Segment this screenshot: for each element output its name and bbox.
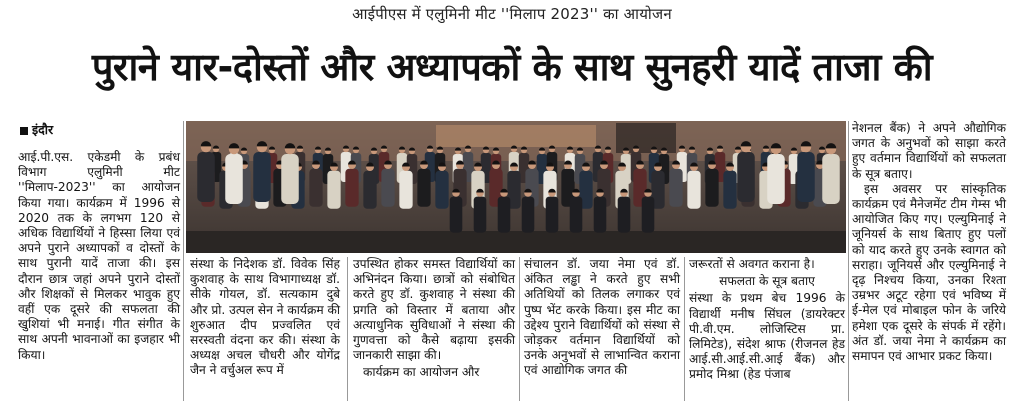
- dateline: [20, 121, 53, 138]
- column-divider: [347, 257, 348, 401]
- article-column-6: [852, 121, 1006, 364]
- article-column-1: [18, 150, 180, 363]
- group-photo: [186, 121, 846, 253]
- column-2-text: संस्था के निदेशक डॉ. विवेक सिंह कुशवाह के साथ विभागाध्यक्ष डॉ. सीके गोयल, डॉ. सत्यकाम दुबे और प्रो. उत्पल सेन ने कार्यक्रम की शुरुआत दीप प्रज्वलित एवं सरस्वती वंदना कर की। संस्था के अध्यक्ष अचल चौधरी और योगेंद्र जैन ने वर्चुअल रूप में: [190, 257, 340, 378]
- dateline-marker-icon: [20, 127, 28, 135]
- column-1-text: आई.पी.एस. एकेडमी के प्रबंध विभाग एलुमिनी मीट ''मिलाप-2023'' का आयोजन किया गया। कार्यक्रम में 1996 से 2020 तक के लगभग 120 से अधिक विद्यार्थियों ने हिस्सा लिया एवं अपने पुराने अध्यापकों व दोस्तों के साथ पुरानी यादें ताजा की। इस दौरान छात्र जहां अपने पुराने दोस्तों और शिक्षकों से मिलकर भावुक हुए वहीं एक दूसरे की सफलता की खुशियां भी मनाई। गीत संगीत के साथ अपनी भावनाओं का इजहार भी किया।: [18, 150, 180, 362]
- column-divider: [183, 121, 184, 401]
- group-photo-illustration: [186, 121, 846, 253]
- column-divider: [848, 121, 849, 401]
- subheading-success: सफलता के सूत्र बताए: [719, 274, 815, 289]
- column-6-text: नेशनल बैंक) ने अपने औद्योगिक जगत के अनुभवों को साझा करते हुए वर्तमान विद्यार्थियों को सफलता के सूत्र बताए।: [852, 121, 1006, 181]
- dateline-text: इंदौर: [32, 122, 54, 137]
- column-6-text-2: इस अवसर पर सांस्कृतिक कार्यक्रम एवं मैनेजमेंट टीम गेम्स भी आयोजित किए गए। एल्युमिनाई ने जूनियर्स के साथ बिताए हुए पलों को याद करते हुए उनके स्वागत को सराहा। जूनियर्स और एल्युमिनाई ने दृढ़ निश्चय किया, उनका रिश्ता उम्रभर अटूट रहेगा एवं भविष्य में ई-मेल एवं मोबाइल फोन के जरिये हमेशा एक दूसरे के संपर्क में रहेंगे। अंत डॉ. जया नेमा ने कार्यक्रम का समापन एवं आभार प्रकट किया।: [852, 181, 1006, 364]
- article-column-4: [524, 257, 680, 379]
- column-5-text: जरूरतों से अवगत कराना है।: [689, 257, 815, 271]
- kicker-headline: आईपीएस में एलुमिनी मीट ''मिलाप 2023'' का आयोजन: [352, 5, 672, 23]
- column-4-text: संचालन डॉ. जया नेमा एवं डॉ. अंकित लड्ढा ने करते हुए सभी अतिथियों को तिलक लगाकर एवं पुष्प भेंट करके किया। इस मीट का उद्देश्य पुराने विद्यार्थियों को संस्था से जोड़कर वर्तमान विद्यार्थियों को उनके अनुभवों से लाभान्वित कराना एवं आद्योगिक जगत की: [524, 257, 680, 378]
- article-column-2: [190, 257, 340, 379]
- main-headline: पुराने यार-दोस्तों और अध्यापकों के साथ सुनहरी यादें ताजा की: [91, 45, 933, 89]
- column-5-text-2: संस्था के प्रथम बेच 1996 के विद्यार्थी मनीष सिंघल (डायरेक्टर पी.वी.एम. लोजिस्टिस प्रा. लिमिटेड), संदेश श्राफ (रीजनल हेड आई.सी.आई.सी.आई बैंक) और प्रमोद मिश्रा (हेड पंजाब: [689, 291, 845, 382]
- article-column-5: [689, 257, 845, 383]
- column-3-text-end: कार्यक्रम का आयोजन और: [363, 365, 480, 380]
- column-3-text: उपस्थित होकर समस्त विद्यार्थियों का अभिनंदन किया। छात्रों को संबोधित करते हुए डॉ. कुशवाह ने संस्था की प्रगति को विस्तार में बताया और अत्याधुनिक सुविधाओं ने संस्था की गुणवत्ता को कैसे बढ़ाया इसकी जानकारी साझा की।: [353, 257, 515, 363]
- column-divider: [684, 257, 685, 401]
- column-divider: [519, 257, 520, 401]
- article-column-3: [353, 257, 515, 383]
